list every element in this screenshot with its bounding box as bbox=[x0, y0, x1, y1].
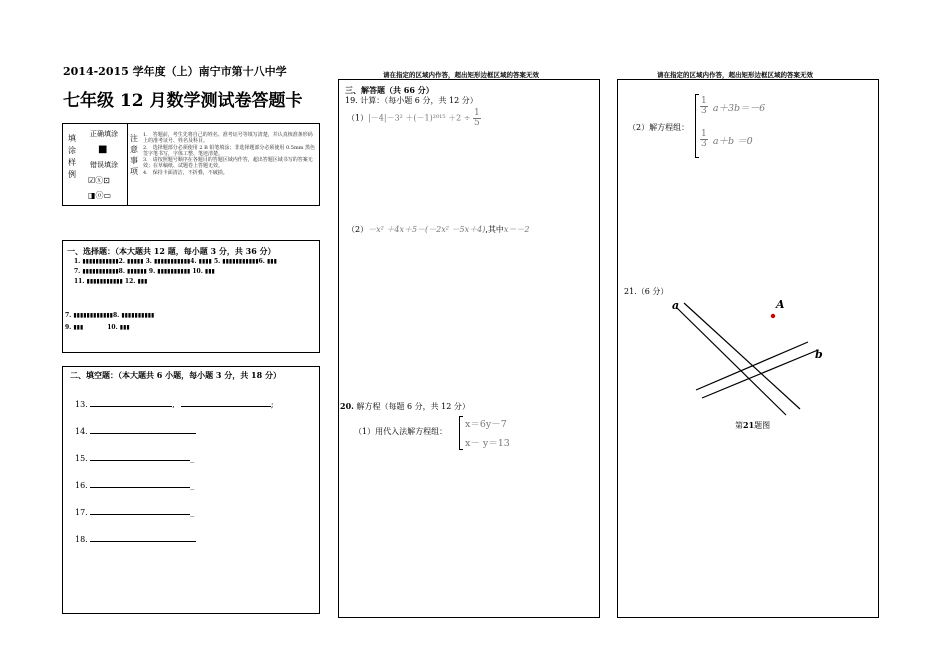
question-21-header: 21.（6 分） bbox=[624, 287, 669, 296]
figure-label-A: A bbox=[776, 298, 785, 311]
question-20-1-label: （1）用代入法解方程组： bbox=[354, 427, 448, 436]
school-year: 2014-2015 学年度（上）南宁市第十八中学 bbox=[63, 65, 287, 78]
fill-item-14: 14. bbox=[75, 425, 196, 436]
correct-fill-label: 正确填涂 bbox=[90, 130, 118, 138]
equation-brace bbox=[459, 416, 463, 450]
answer-blank[interactable] bbox=[90, 398, 172, 407]
choice-row: 7. ▮▮▮▮▮▮▮▮▮▮▮▮8. ▮▮▮▮▮▮▮▮▮▮ bbox=[65, 312, 155, 319]
equation-20-1-a: x＝6y－7 bbox=[465, 419, 507, 430]
answer-area-warning-right: 请在指定的区域内作答，超出矩形边框区域的答案无效 bbox=[657, 71, 813, 79]
wrong-fill-marks-1: ☑ⓧ⊡ bbox=[88, 176, 110, 185]
notes-vertical-label: 注 意 事 项 bbox=[130, 134, 138, 176]
wrong-fill-marks-2: ◨ⓞ▭ bbox=[88, 191, 112, 200]
figure-caption: 第21题图 bbox=[735, 420, 771, 430]
section-fill-in-title: 二、填空题：（本大题共 6 小题，每小题 3 分，共 18 分） bbox=[70, 370, 281, 380]
section-solve-title: 三、解答题（共 66 分） bbox=[345, 85, 434, 95]
question-20-header: 20. 解方程（每题 6 分，共 12 分） bbox=[340, 401, 470, 411]
correct-fill-mark: ■ bbox=[98, 144, 108, 155]
note-item: 1. 答题前，考生先将自己的姓名、准考证号等填写清楚，并认真核准条形码上的准考证号、姓名及科目。 bbox=[143, 132, 313, 145]
question-19-2: （2）－x² ＋4x＋5－(－2x² －5x＋4),其中x＝－2 bbox=[347, 225, 530, 234]
equation-brace bbox=[695, 94, 699, 158]
fraction: $\frac{1}{5}$ bbox=[474, 108, 480, 128]
page-title: 七年级 12 月数学测试卷答题卡 bbox=[63, 91, 303, 111]
fill-item-16: 16. _ bbox=[75, 481, 195, 490]
answer-blank[interactable] bbox=[90, 452, 190, 461]
answer-area-warning-middle: 请在指定的区域内作答，超出矩形边框区域的答案无效 bbox=[383, 71, 539, 79]
answer-blank[interactable] bbox=[90, 479, 190, 488]
fill-item-13: 13. , ; bbox=[75, 400, 274, 409]
choice-row: 7. ▮▮▮▮▮▮▮▮▮▮▮8. ▮▮▮▮▮▮ 9. ▮▮▮▮▮▮▮▮▮▮ 10. ▮▮▮ bbox=[74, 268, 215, 275]
question-19-1: （1）|－4|－3² ＋(－1)²⁰¹⁵ ＋2 ÷ $\frac{1}{5}$ bbox=[347, 108, 480, 128]
fill-example-vertical-label: 填 涂 样 例 bbox=[68, 134, 76, 179]
answer-blank[interactable] bbox=[181, 398, 271, 407]
question-19-header: 19. 计算：（每小题 6 分，共 12 分） bbox=[345, 96, 478, 105]
section-solve-right bbox=[617, 79, 879, 618]
wrong-fill-label: 错误填涂 bbox=[90, 161, 118, 169]
note-item: 3. 请按照题号顺序在各题目的答题区域内作答，超出答题区域书写的答案无效；在草稿纸、试题卷上答题无效。 bbox=[143, 157, 313, 170]
equation-20-1-b: x－ y＝13 bbox=[465, 438, 510, 449]
note-item: 2. 选择题部分必须使用 2 B 铅笔填涂；非选择题部分必须使用 0.5mm 黑色签字笔书写，字体工整、笔迹清楚。 bbox=[143, 144, 316, 157]
answer-blank[interactable] bbox=[90, 425, 196, 434]
section-solve-middle bbox=[338, 79, 600, 618]
note-item: 4. 保持卡面清洁，不折叠，不破损。 bbox=[143, 169, 228, 176]
choice-row: 1. ▮▮▮▮▮▮▮▮▮▮▮2. ▮▮▮▮▮ 3. ▮▮▮▮▮▮▮▮▮▮▮4. ▮▮▮▮ 5. ▮▮▮▮▮▮▮▮▮▮▮6. ▮▮▮ bbox=[74, 258, 277, 265]
fill-item-15: 15. _ bbox=[75, 454, 195, 463]
section-fill-in bbox=[62, 366, 320, 614]
choice-row: 11. ▮▮▮▮▮▮▮▮▮▮▮ 12. ▮▮▮ bbox=[74, 278, 148, 285]
section-choice-title: 一、选择题：（本大题共 12 题，每小题 3 分，共 36 分） bbox=[67, 246, 276, 256]
fill-item-18: 18. bbox=[75, 533, 196, 544]
figure-label-b: b bbox=[815, 348, 823, 361]
question-20-2-label: （2）解方程组： bbox=[628, 123, 690, 132]
notes-list bbox=[143, 132, 317, 176]
choice-row: 9. ▮▮▮ 10. ▮▮▮ bbox=[65, 324, 130, 331]
answer-blank[interactable] bbox=[90, 533, 196, 542]
question-21-figure bbox=[668, 295, 868, 425]
equation-20-2-b: $\frac{1}{3}$ a＋b ＝0 bbox=[701, 129, 753, 149]
instructions-box bbox=[62, 123, 320, 206]
figure-label-a: a bbox=[672, 299, 680, 312]
equation-20-2-a: $\frac{1}{3}$ a＋3b＝－6 bbox=[701, 96, 766, 116]
fill-item-17: 17. _ bbox=[75, 508, 195, 517]
answer-blank[interactable] bbox=[90, 506, 190, 515]
section-choice bbox=[62, 240, 320, 353]
